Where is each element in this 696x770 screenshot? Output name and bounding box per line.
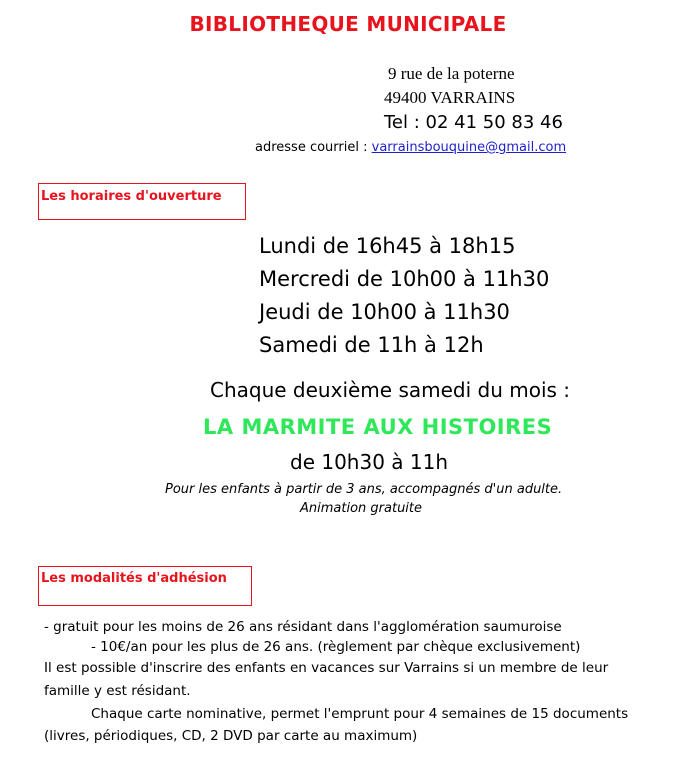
event-note: Pour les enfants à partir de 3 ans, accompagnés d'un adulte. [165,482,563,497]
hours-thursday: Jeudi de 10h00 à 11h30 [259,300,510,324]
membership-fee-line: - 10€/an pour les plus de 26 ans. (règlement par chèque exclusivement) [91,639,581,655]
address-city: 49400 VARRAINS [384,88,516,107]
page-title: BIBLIOTHEQUE MUNICIPALE [189,12,507,36]
event-price: Animation gratuite [300,501,423,516]
email-label: adresse courriel : [255,140,372,155]
email-line [255,140,566,155]
hours-saturday: Samedi de 11h à 12h [259,333,484,357]
address-street: 9 rue de la poterne [388,64,515,83]
membership-heading: Les modalités d'adhésion [41,571,227,586]
membership-card-line-cont: (livres, périodiques, CD, 2 DVD par carte au maximum) [44,728,418,744]
event-intro: Chaque deuxième samedi du mois : [210,378,571,402]
membership-card-line: Chaque carte nominative, permet l'emprunt pour 4 semaines de 15 documents [91,706,629,722]
phone-number: Tel : 02 41 50 83 46 [384,112,563,133]
membership-children-line: Il est possible d'inscrire des enfants en vacances sur Varrains si un membre de leur [44,660,609,676]
opening-hours-heading: Les horaires d'ouverture [41,189,222,204]
membership-free-line: - gratuit pour les moins de 26 ans résidant dans l'agglomération saumuroise [44,619,562,635]
hours-wednesday: Mercredi de 10h00 à 11h30 [259,267,550,291]
hours-monday: Lundi de 16h45 à 18h15 [259,234,516,258]
event-time: de 10h30 à 11h [290,450,449,474]
email-link[interactable]: varrainsbouquine@gmail.com [371,140,567,155]
event-name: LA MARMITE AUX HISTOIRES [203,415,553,439]
membership-children-line-cont: famille y est résidant. [44,683,191,699]
